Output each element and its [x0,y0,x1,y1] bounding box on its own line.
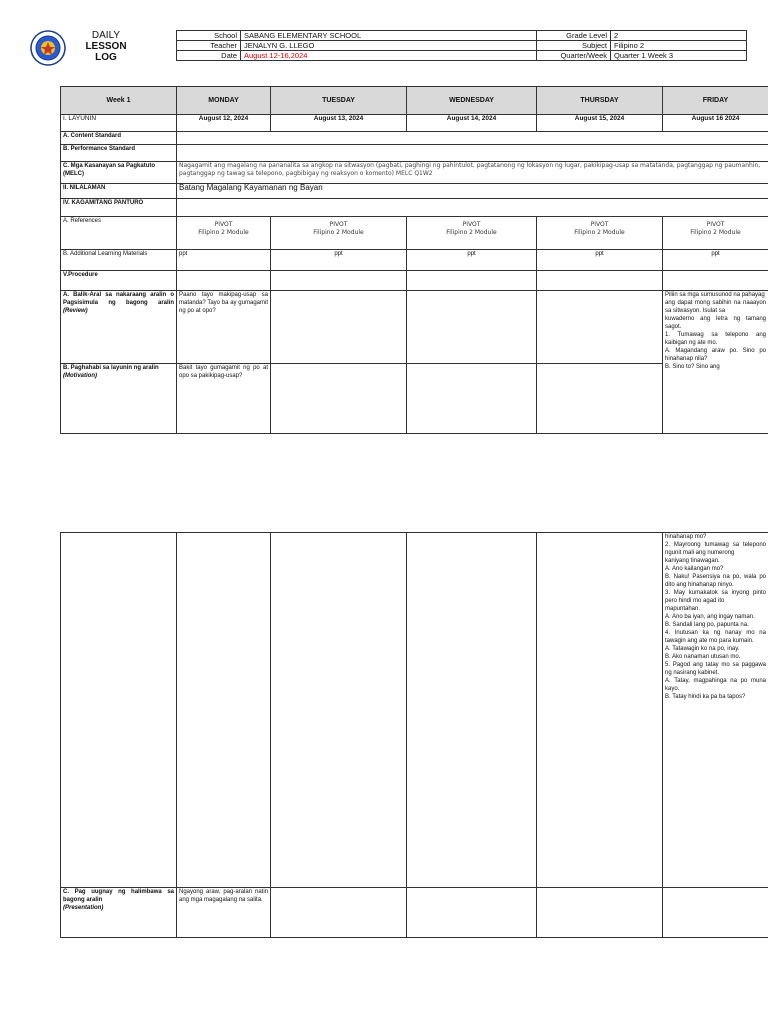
reference-module: Filipino 2 Module [313,229,364,236]
header-info-table [176,30,747,61]
presentation-thursday [537,888,663,938]
melc-text: Nagagamit ang magalang na pananalita sa angkop na sitwasyon (pagbati, paghingi ng pahintulot, pagtatanong ng lokasyon ng lugar, pakikipag-usap sa matatanda, pagtanggap ng paumanhin, pagtanggap ng tawag sa telepono, pagbibigay ng reaksyon o komento) MELC Q1W2 [177,162,768,184]
tuesday-header: TUESDAY [271,87,407,115]
review-monday: Paano tayo makipag-usap sa matanda? Tayo ba ay gumagamit ng po at opo? [177,291,271,364]
presentation-tuesday [271,888,407,938]
teacher-label: Teacher [177,41,241,51]
reference-pivot: PIVOT [590,221,609,228]
continued-monday [177,533,271,888]
friday-activity-part1: Piliin sa mga sumusunod na pahayag ang dapat mong sabihin na naaayon sa sitwasyon. Isulat sa kuwaderno ang letra ng tamang sagot. 1. Tumawag sa telepono ang kaibigan ng ate mo. A. Magandang araw po. Sino po hinahanap nila? B. Sino to? Sino ang [663,291,768,434]
content-standard-label: A. Content Standard [61,132,177,145]
date-label: Date [177,51,241,61]
performance-standard-label: B. Performance Standard [61,145,177,162]
procedure-wednesday [407,271,537,291]
nilalaman-text: Batang Magalang Kayamanan ng Bayan [177,184,768,199]
thursday-date: August 15, 2024 [537,115,663,132]
quarter-value: Quarter 1 Week 3 [611,51,747,61]
reference-module: Filipino 2 Module [446,229,497,236]
procedure-tuesday [271,271,407,291]
deped-seal-icon [30,30,66,66]
review-label-em: (Review) [63,308,88,314]
procedure-thursday [537,271,663,291]
content-standard-value [177,132,768,145]
grade-level-label: Grade Level [537,31,611,41]
thursday-reference [537,217,663,250]
continued-tuesday [271,533,407,888]
procedure-monday [177,271,271,291]
tuesday-reference [271,217,407,250]
kagamitang-label: IV. KAGAMITANG PANTURO [61,199,177,217]
teacher-value: JENALYN G. LLEGO [241,41,537,51]
wednesday-date: August 14, 2024 [407,115,537,132]
continued-wednesday [407,533,537,888]
school-value: SABANG ELEMENTARY SCHOOL [241,31,537,41]
wednesday-materials: ppt [407,250,537,271]
subject-value: Filipino 2 [611,41,747,51]
school-label: School [177,31,241,41]
wednesday-header: WEDNESDAY [407,87,537,115]
title-line-3: LOG [95,52,117,63]
subject-label: Subject [537,41,611,51]
thursday-materials: ppt [537,250,663,271]
monday-date: August 12, 2024 [177,115,271,132]
friday-reference [663,217,768,250]
additional-materials-label: B. Additional Learning Materials [61,250,177,271]
review-wednesday [407,291,537,364]
grade-level-value: 2 [611,31,747,41]
review-label-text: A. Balik-Aral sa nakaraang aralin o Pagsisimula ng bagong aralin [63,292,174,306]
lesson-log-table [60,86,768,434]
motivation-tuesday [271,364,407,434]
wednesday-reference [407,217,537,250]
review-label [61,291,177,364]
review-thursday [537,291,663,364]
lesson-log-table-continued [60,532,768,938]
presentation-monday: Ngayong araw, pag-aralan natin ang mga magagalang na salita. [177,888,271,938]
motivation-label-em: (Motivation) [63,373,97,379]
presentation-wednesday [407,888,537,938]
motivation-wednesday [407,364,537,434]
continued-label [61,533,177,888]
monday-reference [177,217,271,250]
procedure-label: V.Procedure [61,271,177,291]
review-tuesday [271,291,407,364]
title-line-2: LESSON [85,41,127,52]
presentation-label-text: C. Pag uugnay ng halimbawa sa bagong aralin [63,889,174,903]
reference-pivot: PIVOT [214,221,233,228]
nilalaman-label: II. NILALAMAN [61,184,177,199]
date-value: August 12-16,2024 [241,51,537,61]
layunin-label: I. LAYUNIN [61,115,177,132]
reference-module: Filipino 2 Module [574,229,625,236]
references-label: A. References [61,217,177,250]
motivation-label [61,364,177,434]
tuesday-date: August 13, 2024 [271,115,407,132]
reference-module: Filipino 2 Module [690,229,741,236]
reference-pivot: PIVOT [706,221,725,228]
presentation-label-em: (Presentation) [63,905,104,911]
presentation-friday [663,888,768,938]
performance-standard-value [177,145,768,162]
monday-header: MONDAY [177,87,271,115]
continued-thursday [537,533,663,888]
motivation-thursday [537,364,663,434]
daily-lesson-log-title [78,30,134,63]
week-header: Week 1 [61,87,177,115]
presentation-label [61,888,177,938]
monday-materials: ppt [177,250,271,271]
friday-materials: ppt [663,250,768,271]
kagamitang-value [177,199,768,217]
motivation-monday: Bakit tayo gumagamit ng po at opo sa pakikipag-usap? [177,364,271,434]
procedure-friday [663,271,768,291]
motivation-label-text: B. Paghahabi sa layunin ng aralin [63,365,159,371]
reference-pivot: PIVOT [462,221,481,228]
reference-module: Filipino 2 Module [198,229,249,236]
tuesday-materials: ppt [271,250,407,271]
quarter-label: Quarter/Week [537,51,611,61]
reference-pivot: PIVOT [329,221,348,228]
friday-activity-part2: hinahanap mo? 2. Mayroong tumawag sa telepono ngunit mali ang numerong kaniyang tinawagan. A. Ano kailangan mo? B. Naku! Pasensiya na po, wala po dito ang hinahanap ninyo. 3. May kumakatok sa inyong pinto pero hindi mo agad ito mapuntahan. A. Ano ba iyan, ang ingay naman. B. Sandali lang po, papunta na. 4. Inutusan ka ng nanay mo na tawagin ang ate mo para kumain. A. Tatawagin ko na po, inay. B. Ako nanaman utusan mo. 5. Pagod ang tatay mo sa paggawa ng nasirang kabinet. A. Tatay, magpahinga na po muna kayo. B. Tatay hindi ka pa ba tapos? [663,533,768,888]
title-line-1: DAILY [91,30,121,41]
friday-header: FRIDAY [663,87,768,115]
thursday-header: THURSDAY [537,87,663,115]
melc-label: C. Mga Kasanayan sa Pagkatuto (MELC) [61,162,177,184]
friday-date: August 16 2024 [663,115,768,132]
